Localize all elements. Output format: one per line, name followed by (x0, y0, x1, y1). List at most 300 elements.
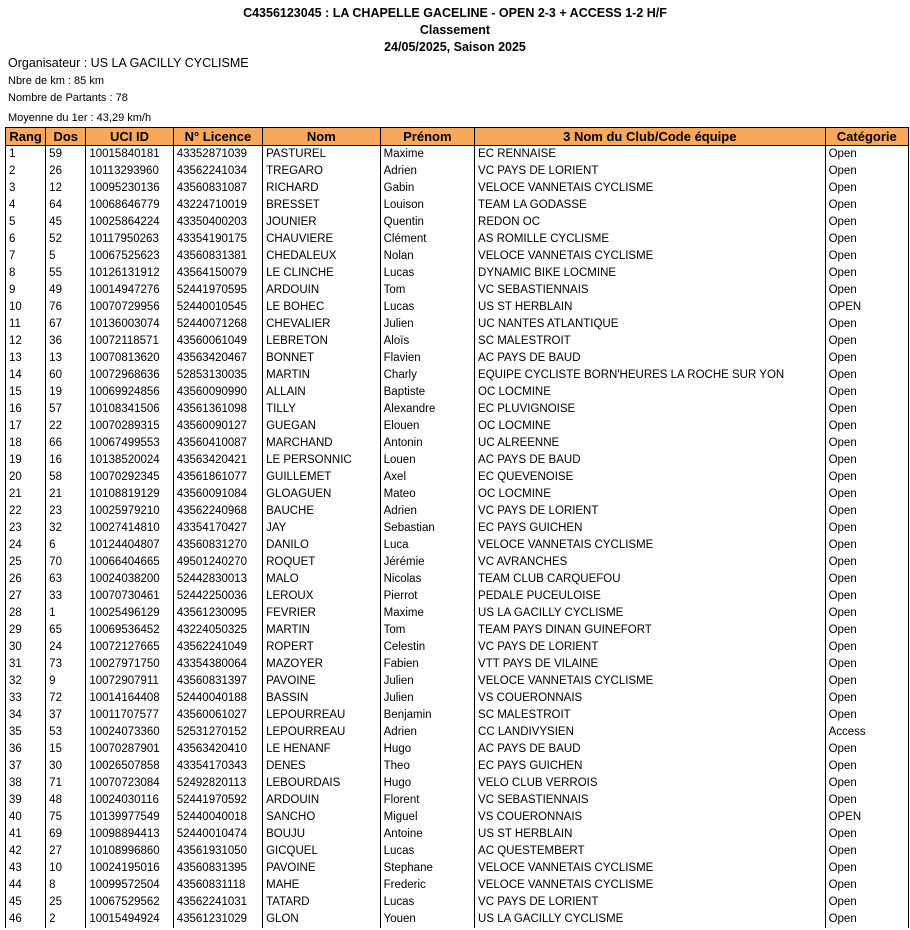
column-header-bib[interactable]: Dos (46, 128, 86, 146)
club-cell: VTT PAYS DE VILAINE (475, 656, 826, 673)
last-name-cell: GUEGAN (263, 418, 381, 435)
table-row (6, 231, 909, 248)
bib-cell: 58 (46, 469, 86, 486)
last-name-cell: LE CLINCHE (263, 265, 381, 282)
bib-cell: 26 (46, 163, 86, 180)
licence-cell: 52440040188 (173, 690, 262, 707)
rank-cell: 14 (6, 367, 46, 384)
licence-cell: 43354380064 (173, 656, 262, 673)
first-name-cell: Youen (380, 911, 474, 928)
last-name-cell: FEVRIER (263, 605, 381, 622)
last-name-cell: JAY (263, 520, 381, 537)
last-name-cell: TATARD (263, 894, 381, 911)
category-cell: Open (825, 741, 908, 758)
last-name-cell: LE PERSONNIC (263, 452, 381, 469)
category-cell: Open (825, 690, 908, 707)
licence-cell: 43560061049 (173, 333, 262, 350)
licence-cell: 43224710019 (173, 197, 262, 214)
last-name-cell: MARTIN (263, 622, 381, 639)
first-name-cell: Mateo (380, 486, 474, 503)
licence-cell: 43562241031 (173, 894, 262, 911)
uci-id-cell: 10070723084 (86, 775, 173, 792)
rank-cell: 28 (6, 605, 46, 622)
uci-id-cell: 10067499553 (86, 435, 173, 452)
first-name-cell: Louison (380, 197, 474, 214)
last-name-cell: TREGARO (263, 163, 381, 180)
category-cell: Open (825, 316, 908, 333)
uci-id-cell: 10070813620 (86, 350, 173, 367)
uci-id-cell: 10098894413 (86, 826, 173, 843)
table-row (6, 401, 909, 418)
club-cell: AS ROMILLE CYCLISME (475, 231, 826, 248)
bib-cell: 67 (46, 316, 86, 333)
first-name-cell: Benjamin (380, 707, 474, 724)
category-cell: Open (825, 486, 908, 503)
uci-id-cell: 10070730461 (86, 588, 173, 605)
last-name-cell: BONNET (263, 350, 381, 367)
last-name-cell: LE BOHEC (263, 299, 381, 316)
first-name-cell: Louen (380, 452, 474, 469)
club-cell: VC PAYS DE LORIENT (475, 503, 826, 520)
club-cell: EC PAYS GUICHEN (475, 520, 826, 537)
uci-id-cell: 10070289315 (86, 418, 173, 435)
first-name-cell: Maxime (380, 146, 474, 164)
club-cell: VC SEBASTIENNAIS (475, 792, 826, 809)
bib-cell: 23 (46, 503, 86, 520)
licence-cell: 43352871039 (173, 146, 262, 164)
table-row (6, 843, 909, 860)
last-name-cell: ARDOUIN (263, 792, 381, 809)
bib-cell: 37 (46, 707, 86, 724)
table-row (6, 214, 909, 231)
rank-cell: 18 (6, 435, 46, 452)
licence-cell: 49501240270 (173, 554, 262, 571)
uci-id-cell: 10014164408 (86, 690, 173, 707)
bib-cell: 36 (46, 333, 86, 350)
bib-cell: 48 (46, 792, 86, 809)
table-row (6, 486, 909, 503)
category-cell: Open (825, 639, 908, 656)
last-name-cell: ALLAIN (263, 384, 381, 401)
last-name-cell: GICQUEL (263, 843, 381, 860)
bib-cell: 10 (46, 860, 86, 877)
first-name-cell: Julien (380, 690, 474, 707)
uci-id-cell: 10025496129 (86, 605, 173, 622)
table-row (6, 197, 909, 214)
club-cell: VELOCE VANNETAIS CYCLISME (475, 877, 826, 894)
first-name-cell: Elouen (380, 418, 474, 435)
bib-cell: 19 (46, 384, 86, 401)
club-cell: UC ALREENNE (475, 435, 826, 452)
table-row (6, 452, 909, 469)
last-name-cell: CHEDALEUX (263, 248, 381, 265)
starters-label: Nombre de Partants : 78 (8, 92, 128, 104)
table-row (6, 350, 909, 367)
last-name-cell: RICHARD (263, 180, 381, 197)
uci-id-cell: 10015840181 (86, 146, 173, 164)
uci-id-cell: 10126131912 (86, 265, 173, 282)
licence-cell: 43561361098 (173, 401, 262, 418)
first-name-cell: Aloïs (380, 333, 474, 350)
rank-cell: 44 (6, 877, 46, 894)
race-title: C4356123045 : LA CHAPELLE GACELINE - OPEN 2-3 + ACCESS 1-2 H/F (243, 6, 667, 20)
table-row (6, 656, 909, 673)
bib-cell: 15 (46, 741, 86, 758)
rank-cell: 36 (6, 741, 46, 758)
club-cell: UC NANTES ATLANTIQUE (475, 316, 826, 333)
last-name-cell: BOUJU (263, 826, 381, 843)
bib-cell: 55 (46, 265, 86, 282)
bib-cell: 70 (46, 554, 86, 571)
first-name-cell: Antonin (380, 435, 474, 452)
club-cell: AC PAYS DE BAUD (475, 350, 826, 367)
category-cell: Open (825, 554, 908, 571)
last-name-cell: GLOAGUEN (263, 486, 381, 503)
uci-id-cell: 10070287901 (86, 741, 173, 758)
last-name-cell: BASSIN (263, 690, 381, 707)
bib-cell: 75 (46, 809, 86, 826)
last-name-cell: ROPERT (263, 639, 381, 656)
bib-cell: 71 (46, 775, 86, 792)
bib-cell: 32 (46, 520, 86, 537)
category-cell: OPEN (825, 809, 908, 826)
licence-cell: 43562241049 (173, 639, 262, 656)
category-cell: Open (825, 775, 908, 792)
category-cell: Access (825, 724, 908, 741)
average-speed-label: Moyenne du 1er : 43,29 km/h (8, 112, 152, 124)
licence-cell: 43563420421 (173, 452, 262, 469)
category-cell: Open (825, 860, 908, 877)
bib-cell: 64 (46, 197, 86, 214)
category-cell: Open (825, 469, 908, 486)
licence-cell: 52441970592 (173, 792, 262, 809)
bib-cell: 6 (46, 537, 86, 554)
licence-cell: 43562240968 (173, 503, 262, 520)
rank-cell: 21 (6, 486, 46, 503)
licence-cell: 43560831118 (173, 877, 262, 894)
club-cell: TEAM CLUB CARQUEFOU (475, 571, 826, 588)
first-name-cell: Frederic (380, 877, 474, 894)
rank-cell: 46 (6, 911, 46, 928)
table-row (6, 469, 909, 486)
table-row (6, 503, 909, 520)
table-row (6, 333, 909, 350)
bib-cell: 72 (46, 690, 86, 707)
table-row (6, 299, 909, 316)
distance-label: Nbre de km : 85 km (8, 75, 104, 87)
uci-id-cell: 10095230136 (86, 180, 173, 197)
table-row (6, 554, 909, 571)
club-cell: PEDALE PUCEULOISE (475, 588, 826, 605)
first-name-cell: Hugo (380, 741, 474, 758)
category-cell: Open (825, 571, 908, 588)
uci-id-cell: 10025864224 (86, 214, 173, 231)
last-name-cell: CHEVALIER (263, 316, 381, 333)
licence-cell: 43563420467 (173, 350, 262, 367)
last-name-cell: MARTIN (263, 367, 381, 384)
rank-cell: 15 (6, 384, 46, 401)
licence-cell: 43560831087 (173, 180, 262, 197)
category-cell: Open (825, 537, 908, 554)
uci-id-cell: 10072907911 (86, 673, 173, 690)
last-name-cell: ARDOUIN (263, 282, 381, 299)
first-name-cell: Celestin (380, 639, 474, 656)
last-name-cell: PASTUREL (263, 146, 381, 164)
last-name-cell: LEBOURDAIS (263, 775, 381, 792)
table-row (6, 571, 909, 588)
uci-id-cell: 10027971750 (86, 656, 173, 673)
first-name-cell: Nolan (380, 248, 474, 265)
uci-id-cell: 10066404665 (86, 554, 173, 571)
column-header-licence[interactable]: N° Licence (173, 128, 262, 146)
first-name-cell: Baptiste (380, 384, 474, 401)
first-name-cell: Antoine (380, 826, 474, 843)
category-cell: Open (825, 180, 908, 197)
licence-cell: 43560831397 (173, 673, 262, 690)
licence-cell: 52531270152 (173, 724, 262, 741)
table-row (6, 639, 909, 656)
first-name-cell: Jérémie (380, 554, 474, 571)
category-cell: Open (825, 333, 908, 350)
bib-cell: 52 (46, 231, 86, 248)
bib-cell: 25 (46, 894, 86, 911)
first-name-cell: Flavien (380, 350, 474, 367)
uci-id-cell: 10138520024 (86, 452, 173, 469)
rank-cell: 19 (6, 452, 46, 469)
column-header-uci-id[interactable]: UCI ID (86, 128, 173, 146)
category-cell: Open (825, 673, 908, 690)
licence-cell: 43350400203 (173, 214, 262, 231)
bib-cell: 65 (46, 622, 86, 639)
licence-cell: 43564150079 (173, 265, 262, 282)
club-cell: VC SEBASTIENNAIS (475, 282, 826, 299)
table-row (6, 384, 909, 401)
licence-cell: 52440010545 (173, 299, 262, 316)
category-cell: Open (825, 146, 908, 164)
first-name-cell: Sebastian (380, 520, 474, 537)
club-cell: VC PAYS DE LORIENT (475, 639, 826, 656)
category-cell: Open (825, 911, 908, 928)
table-row (6, 418, 909, 435)
category-cell: Open (825, 401, 908, 418)
first-name-cell: Quentin (380, 214, 474, 231)
rank-cell: 8 (6, 265, 46, 282)
club-cell: VELOCE VANNETAIS CYCLISME (475, 180, 826, 197)
club-cell: TEAM PAYS DINAN GUINEFORT (475, 622, 826, 639)
table-row (6, 690, 909, 707)
uci-id-cell: 10014947276 (86, 282, 173, 299)
bib-cell: 21 (46, 486, 86, 503)
bib-cell: 33 (46, 588, 86, 605)
results-table (5, 127, 909, 928)
first-name-cell: Gabin (380, 180, 474, 197)
table-row (6, 146, 909, 164)
uci-id-cell: 10108341506 (86, 401, 173, 418)
club-cell: VELO CLUB VERROIS (475, 775, 826, 792)
club-cell: VELOCE VANNETAIS CYCLISME (475, 860, 826, 877)
first-name-cell: Nicolas (380, 571, 474, 588)
licence-cell: 52492820113 (173, 775, 262, 792)
last-name-cell: LEPOURREAU (263, 707, 381, 724)
rank-cell: 25 (6, 554, 46, 571)
licence-cell: 52853130035 (173, 367, 262, 384)
table-row (6, 435, 909, 452)
table-row (6, 248, 909, 265)
club-cell: US ST HERBLAIN (475, 299, 826, 316)
category-cell: Open (825, 894, 908, 911)
club-cell: VELOCE VANNETAIS CYCLISME (475, 248, 826, 265)
last-name-cell: BRESSET (263, 197, 381, 214)
licence-cell: 43561861077 (173, 469, 262, 486)
table-row (6, 163, 909, 180)
last-name-cell: CHAUVIERE (263, 231, 381, 248)
column-header-club[interactable]: 3 Nom du Club/Code équipe (475, 128, 826, 146)
club-cell: US LA GACILLY CYCLISME (475, 605, 826, 622)
uci-id-cell: 10070729956 (86, 299, 173, 316)
bib-cell: 30 (46, 758, 86, 775)
table-row (6, 758, 909, 775)
first-name-cell: Charly (380, 367, 474, 384)
category-cell: Open (825, 877, 908, 894)
rank-cell: 29 (6, 622, 46, 639)
last-name-cell: TILLY (263, 401, 381, 418)
category-cell: Open (825, 707, 908, 724)
licence-cell: 43354170343 (173, 758, 262, 775)
rank-cell: 33 (6, 690, 46, 707)
uci-id-cell: 10072127665 (86, 639, 173, 656)
table-row (6, 894, 909, 911)
last-name-cell: GUILLEMET (263, 469, 381, 486)
bib-cell: 13 (46, 350, 86, 367)
bib-cell: 2 (46, 911, 86, 928)
bib-cell: 8 (46, 877, 86, 894)
uci-id-cell: 10024195016 (86, 860, 173, 877)
last-name-cell: JOUNIER (263, 214, 381, 231)
table-row (6, 367, 909, 384)
first-name-cell: Pierrot (380, 588, 474, 605)
licence-cell: 43224050325 (173, 622, 262, 639)
table-row (6, 537, 909, 554)
licence-cell: 52441970595 (173, 282, 262, 299)
category-cell: Open (825, 656, 908, 673)
category-cell: Open (825, 435, 908, 452)
table-row (6, 180, 909, 197)
uci-id-cell: 10108819129 (86, 486, 173, 503)
category-cell: Open (825, 384, 908, 401)
table-row (6, 809, 909, 826)
first-name-cell: Lucas (380, 894, 474, 911)
first-name-cell: Stephane (380, 860, 474, 877)
category-cell: Open (825, 214, 908, 231)
uci-id-cell: 10067525623 (86, 248, 173, 265)
first-name-cell: Lucas (380, 843, 474, 860)
rank-cell: 23 (6, 520, 46, 537)
rank-cell: 45 (6, 894, 46, 911)
category-cell: Open (825, 231, 908, 248)
bib-cell: 45 (46, 214, 86, 231)
last-name-cell: DENES (263, 758, 381, 775)
last-name-cell: MARCHAND (263, 435, 381, 452)
rank-cell: 13 (6, 350, 46, 367)
uci-id-cell: 10015494924 (86, 911, 173, 928)
last-name-cell: SANCHO (263, 809, 381, 826)
category-cell: Open (825, 605, 908, 622)
uci-id-cell: 10024073360 (86, 724, 173, 741)
licence-cell: 43560831270 (173, 537, 262, 554)
club-cell: VS COUERONNAIS (475, 690, 826, 707)
bib-cell: 73 (46, 656, 86, 673)
category-cell: Open (825, 452, 908, 469)
bib-cell: 69 (46, 826, 86, 843)
bib-cell: 22 (46, 418, 86, 435)
rank-cell: 11 (6, 316, 46, 333)
rank-cell: 38 (6, 775, 46, 792)
uci-id-cell: 10072968636 (86, 367, 173, 384)
club-cell: US LA GACILLY CYCLISME (475, 911, 826, 928)
club-cell: VS COUERONNAIS (475, 809, 826, 826)
licence-cell: 52442250036 (173, 588, 262, 605)
table-row (6, 282, 909, 299)
rank-cell: 3 (6, 180, 46, 197)
column-header-rank[interactable]: Rang (6, 128, 46, 146)
club-cell: VELOCE VANNETAIS CYCLISME (475, 537, 826, 554)
page-subtitle: Classement (419, 23, 491, 37)
category-cell: Open (825, 588, 908, 605)
rank-cell: 41 (6, 826, 46, 843)
category-cell: Open (825, 350, 908, 367)
last-name-cell: PAVOINE (263, 673, 381, 690)
category-cell: OPEN (825, 299, 908, 316)
first-name-cell: Adrien (380, 163, 474, 180)
column-header-category[interactable]: Catégorie (825, 128, 908, 146)
first-name-cell: Lucas (380, 265, 474, 282)
rank-cell: 31 (6, 656, 46, 673)
club-cell: EC PAYS GUICHEN (475, 758, 826, 775)
club-cell: EC PLUVIGNOISE (475, 401, 826, 418)
rank-cell: 35 (6, 724, 46, 741)
rank-cell: 2 (6, 163, 46, 180)
column-header-last-name[interactable]: Nom (263, 128, 381, 146)
column-header-first-name[interactable]: Prénom (380, 128, 474, 146)
uci-id-cell: 10068646779 (86, 197, 173, 214)
rank-cell: 10 (6, 299, 46, 316)
table-header-row (6, 128, 909, 146)
bib-cell: 66 (46, 435, 86, 452)
category-cell: Open (825, 418, 908, 435)
first-name-cell: Adrien (380, 503, 474, 520)
last-name-cell: GLON (263, 911, 381, 928)
licence-cell: 43561231029 (173, 911, 262, 928)
table-row (6, 775, 909, 792)
category-cell: Open (825, 248, 908, 265)
table-row (6, 911, 909, 928)
rank-cell: 12 (6, 333, 46, 350)
last-name-cell: DANILO (263, 537, 381, 554)
category-cell: Open (825, 282, 908, 299)
rank-cell: 6 (6, 231, 46, 248)
first-name-cell: Luca (380, 537, 474, 554)
category-cell: Open (825, 197, 908, 214)
rank-cell: 30 (6, 639, 46, 656)
table-row (6, 826, 909, 843)
licence-cell: 43562241034 (173, 163, 262, 180)
rank-cell: 20 (6, 469, 46, 486)
bib-cell: 53 (46, 724, 86, 741)
club-cell: OC LOCMINE (475, 418, 826, 435)
uci-id-cell: 10067529562 (86, 894, 173, 911)
licence-cell: 43561230095 (173, 605, 262, 622)
table-row (6, 707, 909, 724)
